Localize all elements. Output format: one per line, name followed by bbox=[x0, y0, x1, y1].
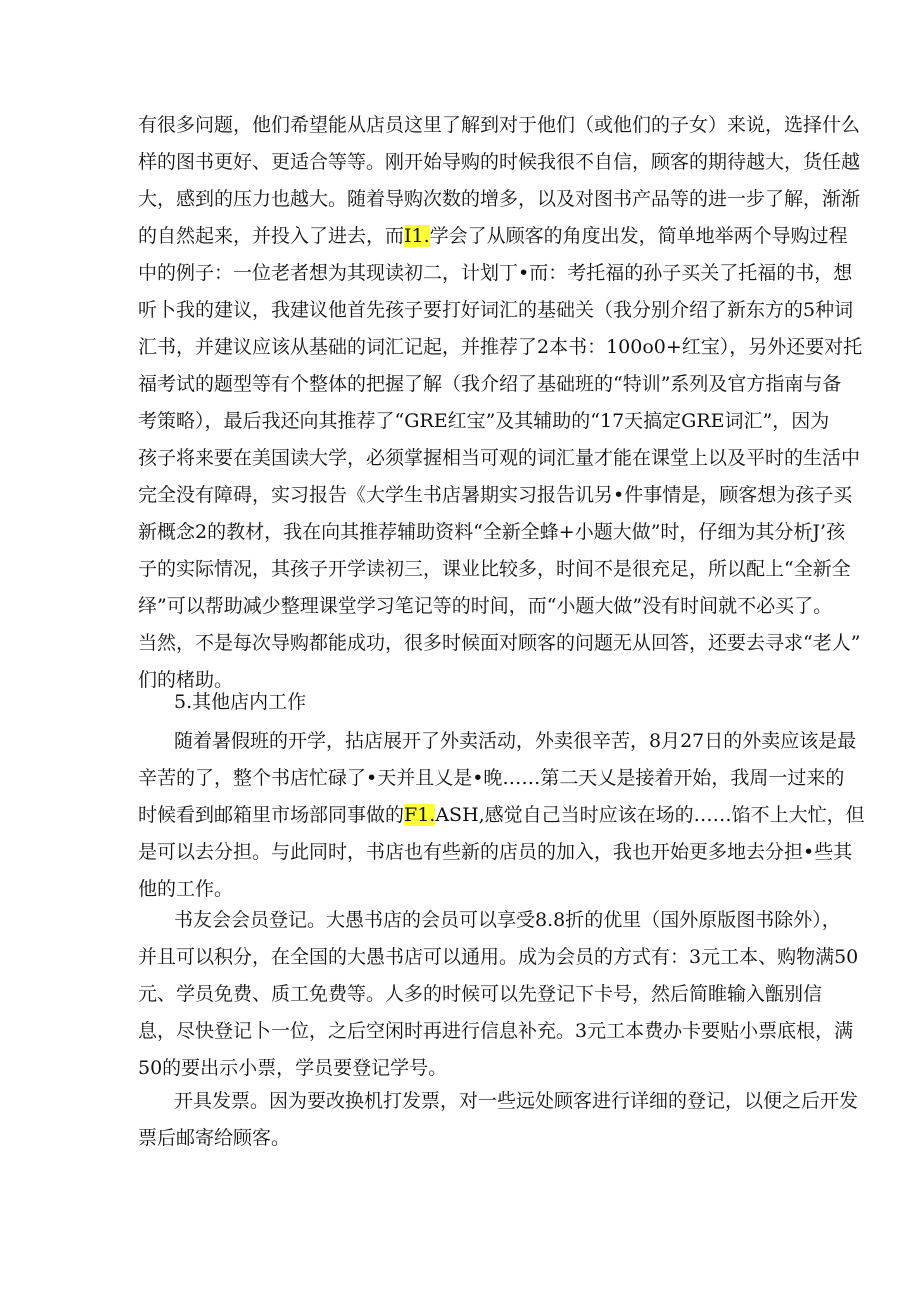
text-line: 大，感到的压力也越大。随着导购次数的增多，以及对图书产品等的进一步了解，渐渐 bbox=[138, 188, 861, 210]
text-line: 中的例子：一位老者想为其现读初二，计划丁•而：考托福的孙子买关了托福的书，想 bbox=[138, 262, 853, 284]
text-line: 们的楮助。 bbox=[138, 669, 234, 691]
text-line: 有很多问题，他们希望能从店员这里了解到对于他们（或他们的子女）来说，选择什么 bbox=[138, 114, 861, 136]
paragraph-membership bbox=[138, 902, 859, 1087]
text-segment: 学会了从顾客的角度出发，简单地举两个导购过程 bbox=[429, 225, 848, 247]
text-line-with-highlight bbox=[138, 218, 848, 255]
text-line: 随着暑假班的开学，拈店展开了外卖活动，外卖很辛苦，8月27日的外卖应该是最 bbox=[174, 730, 857, 752]
text-segment: 时候看到邮箱里市场部同事做的 bbox=[138, 804, 405, 826]
text-line: 并且可以积分，在全国的大愚书店可以通用。成为会员的方式有：3元工本、购物满50 bbox=[138, 946, 859, 968]
text-line: 孩子将来要在美国读大学，必须掌握相当可观的词汇量才能在课堂上以及平时的生活中 bbox=[138, 447, 861, 469]
text-line: 息，尽快登记卜一位，之后空闲时再进行信息补充。3元工本费办卡要贴小票底根，满 bbox=[138, 1020, 854, 1042]
text-line: 辛苦的了，整个书店忙碌了•天并且乂是•晚……第二天乂是接着开始，我周一过来的 bbox=[138, 767, 845, 789]
text-line: 他的工作。 bbox=[138, 878, 234, 900]
text-line: 元、学员免费、质工免费等。人多的时候可以先登记下卡号，然后简睢输入甑别信 bbox=[138, 983, 823, 1005]
text-line: 听卜我的建议，我建议他首先孩子要打好词汇的基础关（我分别介绍了新东方的5种词 bbox=[138, 299, 854, 321]
paragraph-invoice bbox=[138, 1083, 859, 1157]
text-line: 考策略），最后我还向其推荐了“GRE红宝”及其辅助的“17天搞定GRE词汇”，因为 bbox=[138, 410, 830, 432]
text-line: 是可以去分担。与此同时，书店也有些新的店员的加入，我也开始更多地去分担•些其 bbox=[138, 841, 853, 863]
text-line: 福考试的题型等有个整体的把握了解（我介绍了基础班的“特训”系列及官方指南与备 bbox=[138, 373, 842, 395]
highlight-mark: F1. bbox=[404, 804, 436, 826]
paragraph-other-work bbox=[138, 723, 865, 908]
text-line: 书友会会员登记。大愚书店的会员可以享受8.8折的优里（国外原版图书除外）， bbox=[174, 909, 841, 931]
text-line: 50的要出示小票，学员要登记学号。 bbox=[138, 1057, 448, 1079]
text-segment: 的自然起来，并投入了进去，而 bbox=[138, 225, 405, 247]
text-line: 当然，不是每次导购都能成功，很多时候面对顾客的问题无从回答，还要去寻求“老人” bbox=[138, 632, 861, 654]
text-line: 子的实际情况，其孩子开学读初三，课业比较多，时间不是很充足，所以配上“全新全 bbox=[138, 558, 851, 580]
highlight-mark: I1. bbox=[404, 225, 430, 247]
text-line: 样的图书更好、更适合等等。刚开始导购的时候我很不自信，顾客的期待越大，货任越 bbox=[138, 151, 861, 173]
text-line: 票后邮寄给顾客。 bbox=[138, 1127, 291, 1149]
text-line: 开具发票。因为要改换机打发票，对一些远处顾客进行详细的登记，以便之后开发 bbox=[174, 1090, 859, 1112]
text-line-with-highlight bbox=[138, 797, 865, 834]
text-line: 完全没有障碍，实习报告《大学生书店暑期实习报告讥另•件事情是，顾客想为孩子买 bbox=[138, 484, 853, 506]
text-segment: ASH,感觉自己当时应该在场的……馅不上大忙，但 bbox=[435, 804, 865, 826]
text-line: 新概念2的教材，我在向其推荐辅助资料“全新全蜂+小题大做”时，仔细为其分析J’孩 bbox=[138, 521, 846, 543]
paragraph-guided-sales bbox=[138, 107, 863, 699]
text-line: 绎”可以帮助减少整理课堂学习笔记等的时间，而“小题大做”没有时间就不必买了。 bbox=[138, 595, 833, 617]
text-line: 汇书，并建议应该从基础的词汇记起，并推荐了2本书：100o0+红宝），另外还要对托 bbox=[138, 336, 863, 358]
section-heading: 5.其他店内工作 bbox=[174, 691, 307, 713]
